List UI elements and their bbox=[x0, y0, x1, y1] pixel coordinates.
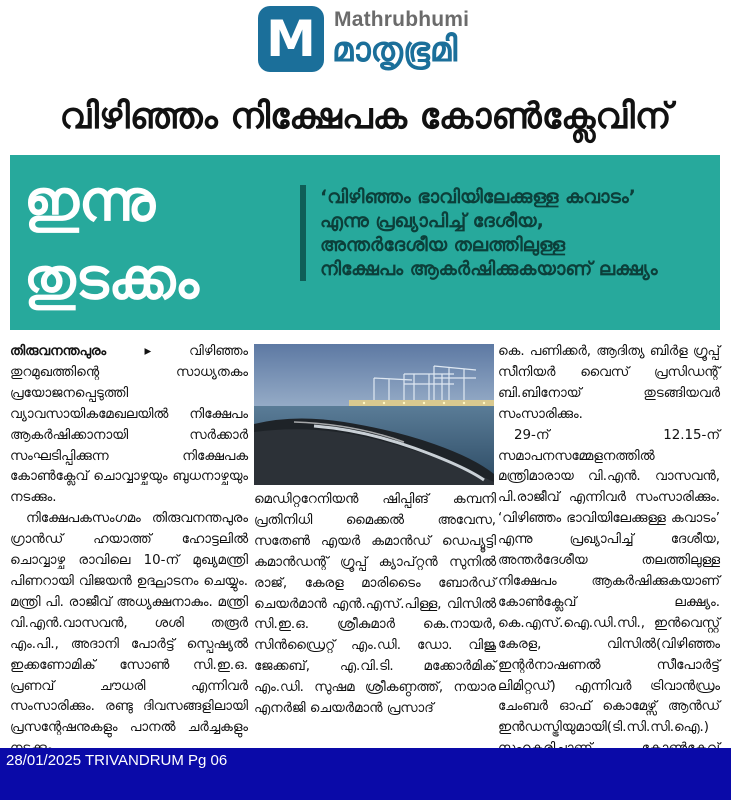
masthead bbox=[0, 0, 731, 82]
article-paragraph: കെ. പണിക്കർ, ആദിത്യ ബിർള ഗ്രൂപ്പ് സീനിയർ വൈസ് പ്രസിഡന്റ് ബി.ബിനോയ് തുടങ്ങിയവർ സംസാരിക്കും. bbox=[498, 344, 720, 422]
pull-quote-line: എന്നു പ്രഖ്യാപിച്ച് ദേശീയ, bbox=[320, 210, 544, 232]
port-photo-image bbox=[254, 344, 494, 485]
headline: വിഴിഞ്ഞം നിക്ഷേപക കോൺക്ലേവിന് bbox=[59, 96, 672, 137]
logo-icon: M bbox=[258, 6, 324, 72]
pull-quote-line: അന്തർദേശീയ തലത്തിലുള്ള bbox=[320, 234, 566, 256]
banner-line-1: ഇന്നു bbox=[24, 169, 156, 234]
pull-quote bbox=[300, 185, 712, 281]
article-column-2 bbox=[254, 490, 496, 720]
brand-name-english: Mathrubhumi bbox=[334, 8, 470, 31]
banner-main-text bbox=[24, 163, 294, 319]
article-paragraph: 29-ന് 12.15-ന് സമാപനസമ്മേളനത്തിൽ മന്ത്രിമാരായ വി.എൻ. വാസവൻ, പി.രാജീവ് എന്നിവർ സംസാരിക്കും. ‘വിഴിഞ്ഞം ഭാവിയിലേക്കുള്ള കവാടം’ എന്നു പ്രഖ്യാപിച്ച് ദേശീയ, അന്തർദേശീയ തലത്തിലുള്ള നിക്ഷേപം ആകർഷിക്കുകയാണ് കോൺക്ലേവ് ലക്ഷ്യം. കെ.എസ്.ഐ.ഡി.സി., ഇൻവെസ്റ്റ് കേരള, വിസിൽ(വിഴിഞ്ഞം ഇന്റർനാഷണൽ സീപോർട്ട് ലിമിറ്റഡ്) എന്നിവർ ട്രിവാൻഡ്രം ചേംബർ ഓഫ് കൊമേഴ്സ് ആൻഡ് ഇൻഡസ്ട്രിയുമായി(ടി.സി.സി.ഐ.) bbox=[498, 427, 720, 736]
pull-quote-line: നിക്ഷേപം ആകർഷിക്കുകയാണ് ലക്ഷ്യം bbox=[320, 258, 658, 280]
article-paragraph bbox=[10, 342, 248, 509]
dateline: തിരുവനന്തപുരം ▸ bbox=[10, 344, 152, 359]
article-column-3 bbox=[498, 342, 720, 781]
article-paragraph: നിക്ഷേപകസംഗമം തിരുവനന്തപുരം ഗ്രാൻഡ് ഹയാത്ത് ഹോട്ടലിൽ ചൊവ്വാഴ്ച രാവിലെ 10-ന് മുഖ്യമന്ത്രി പിണറായി വിജയൻ ഉദ്ഘാടനം ചെയ്യും. മന്ത്രി പി. രാജീവ് അധ്യക്ഷനാകും. മന്ത്രി വി.എൻ.വാസവൻ, ശശി തരൂർ എം.പി., അദാനി പോർട്ട് സ്പെഷ്യൽ ഇക്കണോമിക് സോൺ സി.ഇ.ഒ. പ്രണവ് ചൗധരി എന്നിവർ സംസാരിക്കും. രണ്ടു ദിവസങ്ങളിലായി പ്രസന്റേഷനുകളും പാനൽ ചർച്ചകളും bbox=[10, 511, 248, 736]
headline-banner bbox=[10, 155, 720, 330]
edition-info: 28/01/2025 TRIVANDRUM Pg 06 bbox=[6, 752, 228, 769]
pull-quote-line: ‘വിഴിഞ്ഞം ഭാവിയിലേക്കുള്ള കവാടം’ bbox=[320, 186, 636, 208]
article-paragraph: മെഡിറ്ററേനിയൻ ഷിപ്പിങ് കമ്പനി പ്രതിനിധി മൈക്കൽ അവേസ, സതേൺ എയർ കമാൻഡ് ഡെപ്യൂട്ടി കമാൻഡന്റ് ഗ്രൂപ്പ് ക്യാപ്റ്റൻ സുനിൽ രാജ്, കേരള മാരിടൈം ബോർഡ് ചെയർമാൻ എൻ.എസ്.പിള്ള, വിസിൽ സി.ഇ.ഒ. ശ്രീകുമാർ കെ.നായർ, സിൻഡ്രൈറ്റ് എം.ഡി. ഡോ. വിജു ജേക്കബ്, എ.വി.ടി. മക്കോർമിക് എം.ഡി. സുഷമ ശ്രീകണ്ഠത്ത്, നയാര എനർജി ചെയർമാൻ പ്രസാദ് bbox=[254, 492, 496, 717]
paragraph-text: വിഴിഞ്ഞം തുറമുഖത്തിന്റെ സാധ്യതകം പ്രയോജനപ്പെടുത്തി വ്യാവസായികമേഖലയിൽ നിക്ഷേപം ആകർഷിക്കാനായി സർക്കാർ സംഘടിപ്പിക്കുന്ന നിക്ഷേപക കോൺക്ലേവ് ചൊവ്വാഴ്ചയും ബുധനാഴ്ചയും നടക്കും. bbox=[10, 344, 248, 506]
footer-bar bbox=[0, 748, 731, 800]
brand-name-malayalam: മാതൃഭൂമി bbox=[332, 30, 458, 70]
banner-line-2: തുടക്കം bbox=[24, 247, 199, 312]
port-photo bbox=[254, 344, 494, 485]
article-column-1 bbox=[10, 342, 248, 760]
